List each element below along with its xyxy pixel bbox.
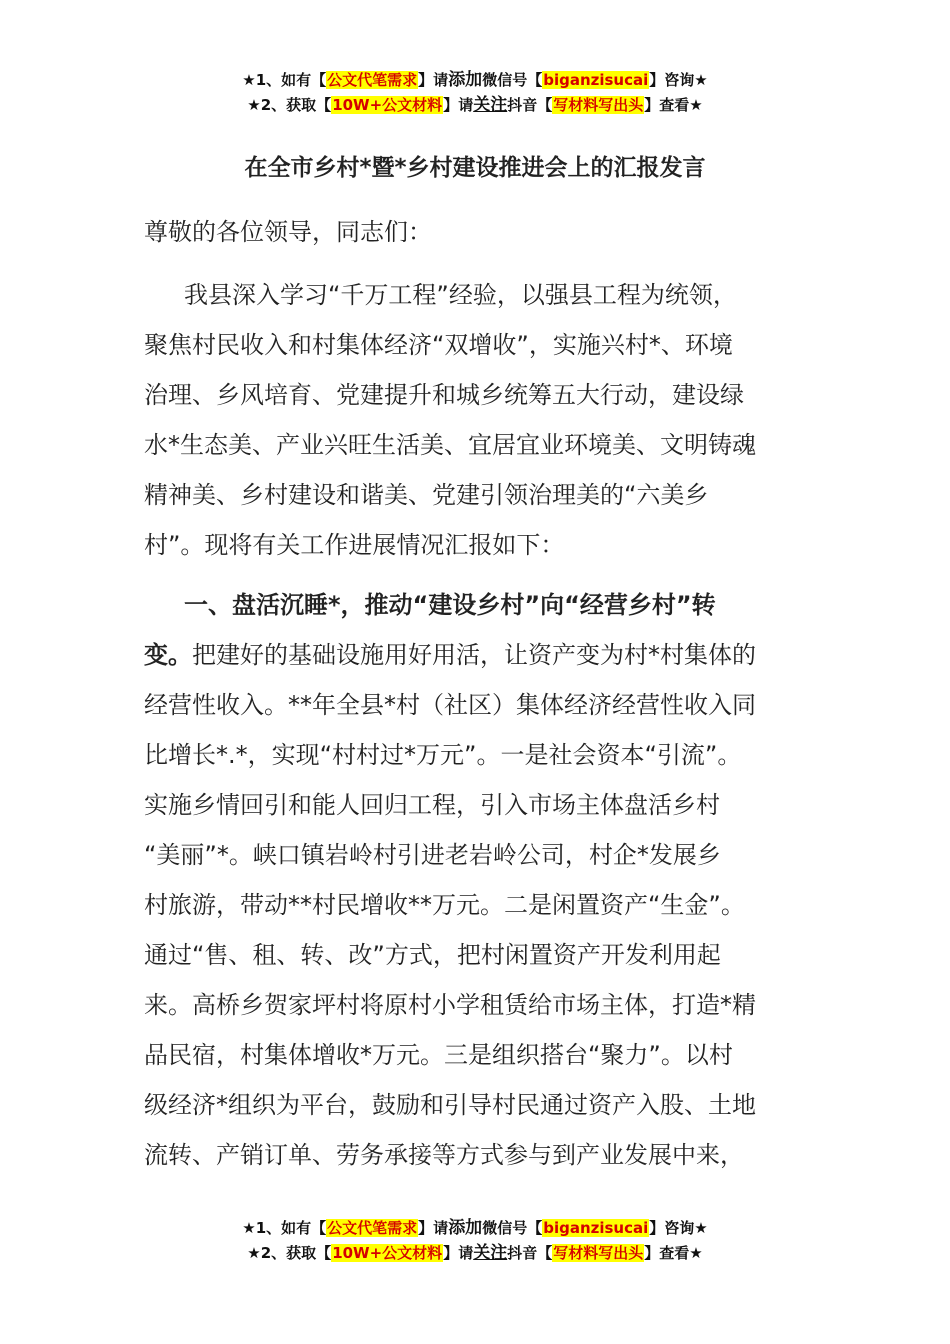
text-line: 水*生态美、产业兴旺生活美、宜居宜业环境美、文明铸魂	[144, 431, 756, 459]
text-line: 聚焦村民收入和村集体经济“双增收”，实施兴村*、环境	[144, 331, 733, 359]
promo-emphasis: 添加	[448, 70, 483, 90]
promo-text: 】请	[443, 1244, 474, 1262]
section-heading-end: 变。	[144, 641, 192, 669]
promo-text: ★1、如有【	[242, 1219, 327, 1237]
text-line: 通过“售、租、转、改”方式，把村闲置资产开发利用起	[144, 941, 721, 969]
promo-line-1	[0, 1216, 950, 1241]
promo-text: 抖音【	[507, 1244, 553, 1262]
promo-highlight: 公文代笔需求	[327, 1219, 418, 1237]
promo-text: 】查看★	[644, 96, 703, 114]
promo-line-2	[0, 93, 950, 118]
promo-emphasis: 关注	[473, 1243, 508, 1263]
text-line: 品民宿，村集体增收*万元。三是组织搭台“聚力”。以村	[144, 1041, 733, 1069]
text-line: “美丽”*。峡口镇岩岭村引进老岩岭公司，村企*发展乡	[144, 841, 721, 869]
promo-text: 】查看★	[644, 1244, 703, 1262]
text-line: 我县深入学习“千万工程”经验，以强县工程为统领，	[184, 281, 737, 309]
promo-line-1	[0, 68, 950, 93]
promo-text: 微信号【	[482, 71, 543, 89]
promo-text: 】咨询★	[649, 1219, 708, 1237]
promo-banner-top	[0, 68, 950, 118]
document-title: 在全市乡村*暨*乡村建设推进会上的汇报发言	[244, 155, 706, 181]
text-line: 比增长*.*，实现“村村过*万元”。一是社会资本“引流”。	[144, 741, 742, 769]
paragraph-intro	[144, 270, 806, 570]
text-line: 流转、产销订单、劳务承接等方式参与到产业发展中来，	[144, 1141, 744, 1169]
text-line-rest: 把建好的基础设施用好用活，让资产变为村*村集体的	[192, 641, 756, 669]
promo-wechat-id: biganzisucai	[543, 1219, 649, 1237]
promo-text: 】咨询★	[649, 71, 708, 89]
promo-text: 】请	[443, 96, 474, 114]
salutation: 尊敬的各位领导，同志们：	[144, 218, 432, 246]
promo-douyin-id: 写材料写出头	[553, 1244, 644, 1262]
text-line: 实施乡情回引和能人回归工程，引入市场主体盘活乡村	[144, 791, 720, 819]
promo-banner-bottom	[0, 1216, 950, 1266]
promo-text: ★1、如有【	[242, 71, 327, 89]
promo-douyin-id: 写材料写出头	[553, 96, 644, 114]
text-line: 经营性收入。**年全县*村（社区）集体经济经营性收入同	[144, 691, 756, 719]
promo-highlight: 10W+公文材料	[332, 96, 443, 114]
promo-text: 】请	[418, 1219, 449, 1237]
promo-text: ★2、获取【	[247, 1244, 332, 1262]
text-line: 村旅游，带动**村民增收**万元。二是闲置资产“生金”。	[144, 891, 745, 919]
promo-text: ★2、获取【	[247, 96, 332, 114]
promo-text: 微信号【	[482, 1219, 543, 1237]
promo-emphasis: 关注	[473, 95, 508, 115]
promo-text: 】请	[418, 71, 449, 89]
text-line: 村”。现将有关工作进展情况汇报如下：	[144, 531, 565, 559]
text-line: 来。高桥乡贺家坪村将原村小学租赁给市场主体，打造*精	[144, 991, 756, 1019]
text-line: 治理、乡风培育、党建提升和城乡统筹五大行动，建设绿	[144, 381, 744, 409]
promo-text: 抖音【	[507, 96, 553, 114]
text-line: 级经济*组织为平台，鼓励和引导村民通过资产入股、土地	[144, 1091, 756, 1119]
text-line	[144, 630, 806, 680]
promo-emphasis: 添加	[448, 1218, 483, 1238]
promo-highlight: 公文代笔需求	[327, 71, 418, 89]
promo-line-2	[0, 1241, 950, 1266]
section-heading: 一、盘活沉睡*，推动“建设乡村”向“经营乡村”转	[184, 591, 716, 619]
promo-highlight: 10W+公文材料	[332, 1244, 443, 1262]
text-line: 精神美、乡村建设和谐美、党建引领治理美的“六美乡	[144, 481, 709, 509]
promo-wechat-id: biganzisucai	[543, 71, 649, 89]
paragraph-section-1	[144, 580, 806, 1180]
